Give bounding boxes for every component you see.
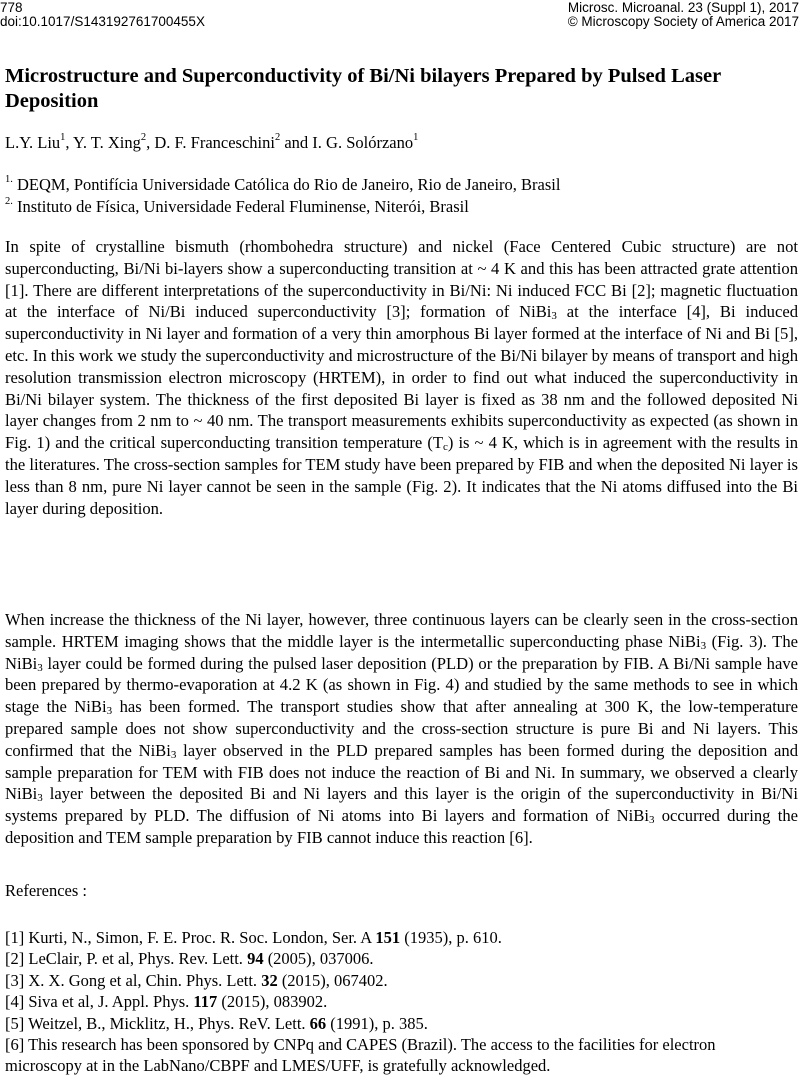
reference-text: (2015), 083902.	[217, 992, 328, 1012]
affiliation	[5, 175, 560, 195]
paragraph-text: (Fig. 3). The NiBi	[5, 631, 798, 673]
reference-text: (2005), 037006.	[263, 949, 374, 969]
reference-text: (1991), p. 385.	[326, 1013, 428, 1033]
reference-item	[5, 927, 798, 948]
subscript: 3	[170, 748, 177, 761]
reference-volume: 94	[247, 949, 264, 969]
reference-text: [1] Kurti, N., Simon, F. E. Proc. R. Soc. London, Ser. A	[5, 928, 376, 947]
reference-volume: 32	[261, 970, 278, 990]
paragraph-text: layer between the deposited Bi and Ni layers and this layer is the origin of the superconductivity in Bi/Ni systems prepared by PLD. The diffusion of Ni atoms into Bi layers and formation of NiBi	[5, 784, 798, 826]
affiliation	[5, 197, 469, 217]
reference-list	[5, 927, 798, 1077]
affiliation-mark: 2.	[5, 196, 13, 208]
doi: doi:10.1017/S143192761700455X	[0, 14, 205, 29]
reference-item	[5, 991, 798, 1012]
page-number: 778	[0, 0, 23, 15]
references-heading: References :	[5, 881, 87, 900]
reference-text: [3] X. X. Gong et al, Chin. Phys. Lett.	[5, 970, 262, 990]
paragraph-text: When increase the thickness of the Ni layer, however, three continuous layers can be clearly seen in the cross-section sample. HRTEM imaging shows that the middle layer is the intermetallic superconducting phase NiBi	[5, 610, 798, 651]
subscript: 3	[700, 639, 707, 652]
reference-text: (2015), 067402.	[277, 970, 388, 990]
author-affiliation-mark: 1	[413, 132, 419, 144]
subscript: c	[442, 441, 448, 454]
author-name: and I. G. Solórzano	[280, 133, 414, 152]
reference-text: [5] Weitzel, B., Micklitz, H., Phys. ReV. Lett.	[5, 1013, 310, 1033]
subscript: 3	[551, 310, 557, 323]
subscript: 3	[37, 792, 43, 805]
body-paragraph-1	[5, 236, 798, 519]
acknowledgement: [6] This research has been sponsored by CNPq and CAPES (Brazil). The access to the facilities for electron microscopy at in the LabNano/CBPF and LMES/UFF, is gratefully acknowledged.	[5, 1035, 716, 1076]
paragraph-text: layer could be formed during the pulsed laser deposition (PLD) or the preparation by FIB. A Bi/Ni sample have been prepared by thermo-evaporation at 4.2 K (as shown in Fig. 4) and studied by the same methods to see in which stage the NiBi	[5, 653, 798, 717]
subscript: 3	[37, 661, 43, 674]
paragraph-text: has been formed. The transport studies show that after annealing at 300 K, the low-temperature prepared sample does not show superconductivity and the cross-section structure is pure Bi and Ni layers. This confirmed that the NiBi	[5, 697, 798, 760]
author-list	[5, 133, 418, 153]
affiliation-text: DEQM, Pontifícia Universidade Católica do Rio de Janeiro, Rio de Janeiro, Brasil	[12, 175, 561, 194]
reference-volume: 66	[309, 1013, 327, 1033]
author-name: L.Y. Liu	[5, 133, 61, 152]
affiliation-mark: 1.	[5, 174, 13, 186]
author-name: , D. F. Franceschini	[146, 133, 275, 152]
copyright: © Microscopy Society of America 2017	[567, 14, 799, 29]
affiliation-text: Instituto de Física, Universidade Federal Fluminense, Niterói, Brasil	[12, 197, 469, 216]
author-affiliation-mark: 1	[60, 132, 66, 144]
paragraph-text: In spite of crystalline bismuth (rhombohedra structure) and nickel (Face Centered Cubic structure) are not superconducting, Bi/Ni bi-layers show a superconducting transition at ~ 4 K and this has been attracted grate attention [1]. There are different interpretations of the superconductivity in Bi/Ni: Ni induced FCC Bi [2]; magnetic fluctuation at the interface of Ni/Bi induced superconductivity [3]; formation of NiBi	[5, 237, 798, 322]
reference-text: [2] LeClair, P. et al, Phys. Rev. Lett.	[5, 949, 248, 969]
reference-volume: 117	[193, 992, 218, 1012]
reference-text: (1935), p. 610.	[400, 928, 502, 947]
reference-item	[5, 970, 798, 991]
paragraph-text: occurred during the deposition and TEM sample preparation by FIB cannot induce this reaction [6].	[5, 806, 798, 847]
paragraph-text: layer observed in the PLD prepared samples has been formed during the deposition and sample preparation for TEM with FIB does not induce the reaction of Bi and Ni. In summary, we observed a clearly NiBi	[5, 740, 798, 804]
paragraph-text: ) is ~ 4 K, which is in agreement with the results in the literatures. The cross-section samples for TEM study have been prepared by FIB and when the deposited Ni layer is less than 8 nm, pure Ni layer cannot be seen in the sample (Fig. 2). It indicates that the Ni atoms diffused into the Bi layer during deposition.	[5, 433, 798, 518]
paper-title: Microstructure and Superconductivity of Bi/Ni bilayers Prepared by Pulsed Laser Deposition	[5, 65, 721, 112]
reference-item	[5, 948, 798, 969]
subscript: 3	[648, 814, 655, 827]
author-name: , Y. T. Xing	[65, 133, 141, 152]
author-affiliation-mark: 2	[140, 132, 147, 144]
journal-citation: Microsc. Microanal. 23 (Suppl 1), 2017	[567, 0, 799, 15]
paragraph-text: at the interface [4], Bi induced superconductivity in Ni layer and formation of a very thin amorphous Bi layer formed at the interface of Ni and Bi [5], etc. In this work we study the superconductivity and microstructure of the Bi/Ni bilayer by means of transport and high resolution transmission electron microscopy (HRTEM), in order to find out what induced the superconductivity in Bi/Ni bilayer system. The thickness of the first deposited Bi layer is fixed as 38 nm and the followed deposited Ni layer changes from 2 nm to ~ 40 nm. The transport measurements exhibits superconductivity as expected (as shown in Fig. 1) and the critical superconducting transition temperature (T	[5, 302, 798, 453]
subscript: 3	[106, 705, 113, 718]
reference-volume: 151	[375, 928, 401, 947]
reference-text: [4] Siva et al, J. Appl. Phys.	[5, 992, 194, 1012]
reference-item	[5, 1013, 798, 1034]
author-affiliation-mark: 2	[274, 132, 281, 144]
body-paragraph-2	[5, 609, 798, 849]
